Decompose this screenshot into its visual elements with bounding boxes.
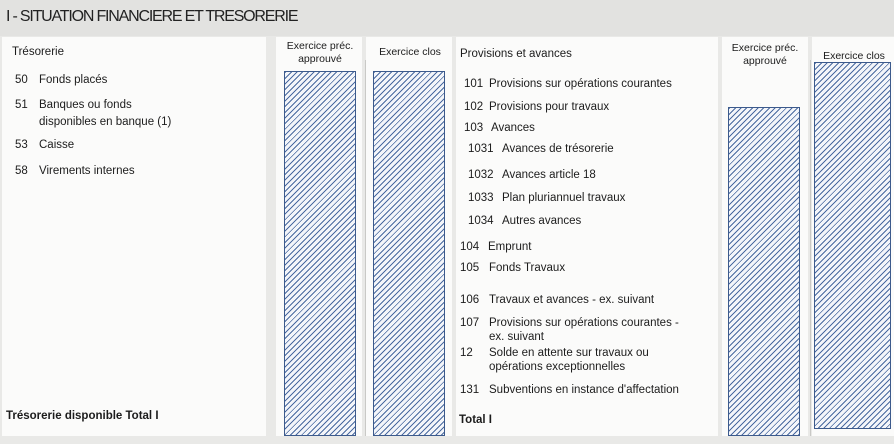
account-code: 50 — [15, 74, 28, 86]
provisions-row-1034 — [468, 214, 581, 228]
provisions-row-107-line2: ex. suivant — [489, 331, 544, 343]
provisions-row-105 — [460, 261, 565, 275]
account-label: Subventions en instance d'affectation — [489, 384, 679, 396]
provisions-total: Total I — [459, 414, 493, 426]
account-label: Banques ou fonds — [39, 99, 132, 111]
tresorerie-closed-header — [368, 46, 452, 59]
provisions-row-1033 — [468, 191, 625, 205]
header-line-2: approuvé — [743, 55, 787, 67]
provisions-row-12 — [460, 346, 649, 360]
account-code: 53 — [15, 139, 28, 151]
account-label: Travaux et avances - ex. suivant — [489, 294, 655, 306]
header-line-2: approuvé — [298, 53, 342, 65]
account-label: Fonds Travaux — [489, 262, 566, 274]
header-line-1: Exercice préc. — [731, 42, 799, 54]
provisions-row-107 — [460, 316, 679, 330]
account-label: Provisions sur opérations courantes — [489, 78, 672, 90]
account-label: Plan pluriannuel travaux — [502, 192, 626, 204]
account-code: 104 — [460, 241, 480, 253]
tresorerie-row-51 — [15, 98, 132, 112]
account-label: Provisions sur opérations courantes - — [489, 317, 679, 329]
account-label: Virements internes — [39, 165, 135, 177]
header-line-1: Exercice clos — [823, 50, 885, 62]
account-code: 58 — [15, 165, 28, 177]
account-label: Autres avances — [502, 215, 582, 227]
account-code: 1031 — [468, 143, 494, 155]
column-divider — [365, 60, 366, 436]
tresorerie-closed-hatched-cell — [373, 71, 445, 436]
provisions-prev-hatched-cell — [728, 107, 800, 436]
tresorerie-prev-hatched-cell — [284, 71, 356, 436]
tresorerie-label-panel — [2, 37, 266, 436]
provisions-row-1032 — [468, 168, 596, 182]
provisions-row-102 — [464, 100, 609, 114]
header-line-1: Exercice préc. — [286, 40, 354, 52]
provisions-row-131 — [460, 383, 679, 397]
provisions-row-104 — [460, 240, 531, 254]
account-code: 106 — [460, 294, 480, 306]
provisions-closed-hatched-cell — [814, 62, 891, 429]
tresorerie-total: Trésorerie disponible Total I — [6, 410, 159, 422]
account-label: Solde en attente sur travaux ou — [489, 347, 649, 359]
account-code: 12 — [460, 347, 473, 359]
account-code: 1032 — [468, 169, 494, 181]
provisions-row-103 — [464, 121, 535, 135]
tresorerie-row-53 — [15, 138, 74, 152]
tresorerie-prev-header — [278, 40, 362, 66]
account-label: Fonds placés — [39, 74, 108, 86]
account-label: Avances — [491, 122, 535, 134]
account-code: 102 — [464, 101, 484, 113]
account-code: 103 — [464, 122, 484, 134]
account-label: Emprunt — [488, 241, 532, 253]
provisions-row-101 — [464, 77, 672, 91]
account-code: 101 — [464, 78, 484, 90]
account-code: 131 — [460, 384, 480, 396]
account-code: 1033 — [468, 192, 494, 204]
account-label: Avances de trésorerie — [502, 143, 614, 155]
provisions-label-panel — [456, 37, 718, 436]
header-line-1: Exercice clos — [379, 46, 441, 58]
tresorerie-row-58 — [15, 164, 135, 178]
column-divider — [810, 60, 811, 436]
account-label: Avances article 18 — [502, 169, 596, 181]
provisions-row-1031 — [468, 142, 614, 156]
account-code: 51 — [15, 99, 28, 111]
section-title: I - SITUATION FINANCIERE ET TRESORERIE — [6, 8, 298, 25]
account-label: Provisions pour travaux — [489, 101, 610, 113]
tresorerie-row-51-line2: disponibles en banque (1) — [39, 116, 172, 128]
account-label: Caisse — [39, 139, 75, 151]
tresorerie-row-50 — [15, 73, 107, 87]
provisions-prev-header — [722, 42, 808, 68]
tresorerie-heading: Trésorerie — [12, 46, 64, 58]
provisions-row-106 — [460, 293, 654, 307]
title-bar — [0, 0, 894, 36]
provisions-row-12-line2: opérations exceptionnelles — [489, 361, 626, 373]
account-code: 1034 — [468, 215, 494, 227]
account-code: 105 — [460, 262, 480, 274]
provisions-heading: Provisions et avances — [460, 48, 572, 60]
account-code: 107 — [460, 317, 480, 329]
